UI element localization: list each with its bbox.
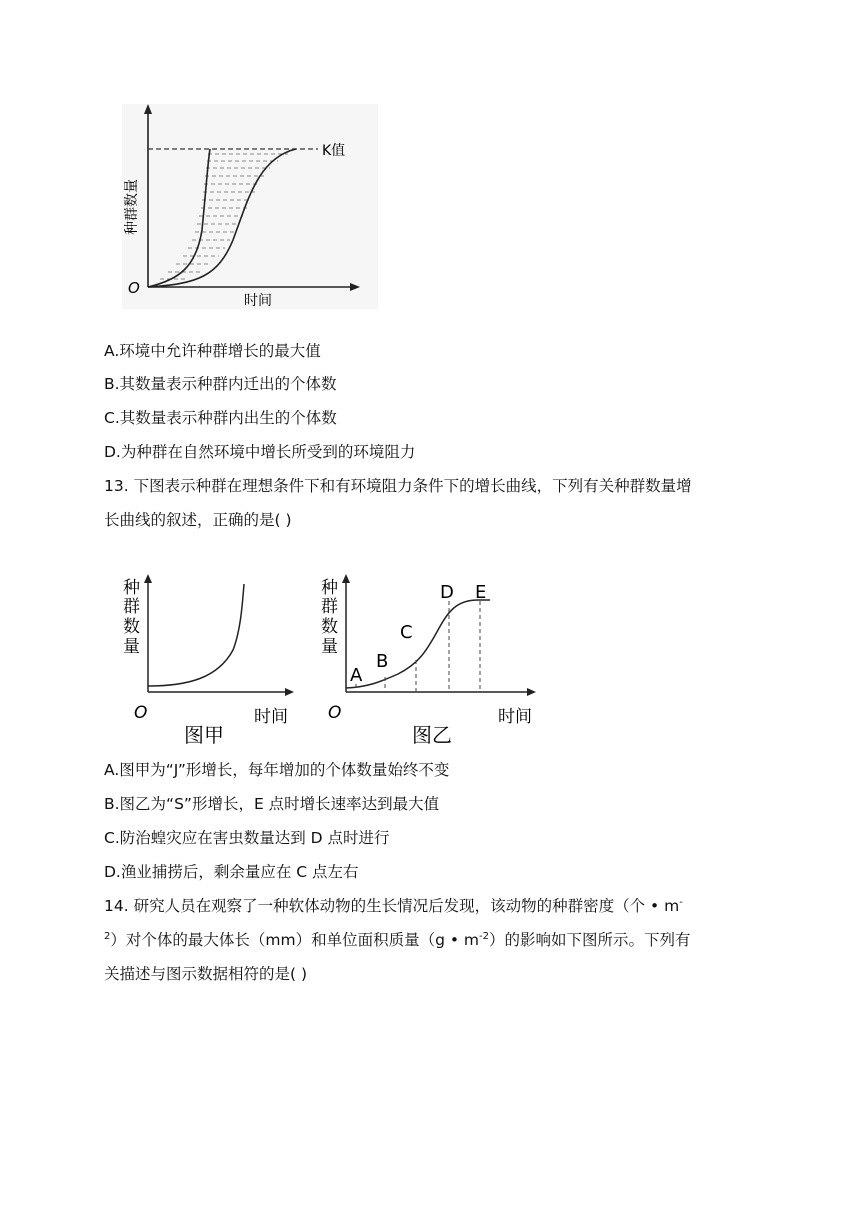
q13-stem-line1: 13. 下图表示种群在理想条件下和有环境阻力条件下的增长曲线，下列有关种群数量增 [104, 477, 692, 495]
q14-line1-text: 14. 研究人员在观察了一种软体动物的生长情况后发现，该动物的种群密度（个 • m [104, 897, 680, 915]
x-axis-label: 时间 [244, 293, 272, 309]
point-b-label: B [376, 651, 389, 672]
j-curve [148, 584, 244, 686]
caption-jia: 图甲 [184, 723, 224, 747]
y-label-char: 群 [123, 597, 140, 617]
y-axis-label: 种群数量 [124, 179, 140, 235]
q13-option-b: B.图乙为“S”形增长，E 点时增长速率达到最大值 [104, 795, 440, 813]
q14-line1-sup: - [679, 896, 683, 908]
q12-option-a: A.环境中允许种群增长的最大值 [104, 342, 321, 360]
y-label-char: 量 [321, 637, 338, 657]
y-label-char: 种 [321, 578, 338, 598]
q12-option-c: C.其数量表示种群内出生的个体数 [104, 409, 337, 427]
origin-label: O [134, 703, 148, 723]
chart-jia [123, 574, 294, 747]
origin-label: O [328, 703, 342, 723]
q14-stem-line3: 关描述与图示数据相符的是( ) [104, 965, 308, 983]
origin-label: O [128, 279, 140, 297]
q14-line2-sup: 2 [104, 930, 111, 942]
y-label-char: 群 [321, 597, 338, 617]
y-label-char: 种 [123, 578, 140, 598]
figure-jia-yi [118, 570, 548, 750]
q14-line2-end: ）的影响如下图所示。下列有 [489, 931, 691, 949]
k-value-label: K值 [322, 143, 346, 159]
point-c-label: C [400, 622, 413, 643]
caption-yi: 图乙 [412, 723, 452, 747]
point-a-label: A [350, 665, 363, 686]
y-label-char: 量 [123, 637, 140, 657]
q14-line2-sup2: -2 [479, 930, 489, 942]
point-e-label: E [475, 582, 487, 603]
y-label-char: 数 [123, 617, 140, 637]
q13-option-d: D.渔业捕捞后，剩余量应在 C 点左右 [104, 863, 359, 881]
x-axis-label: 时间 [498, 707, 532, 727]
q13-stem-line2: 长曲线的叙述，正确的是( ) [104, 511, 292, 529]
point-d-label: D [440, 582, 454, 603]
q14-stem-line1 [104, 896, 683, 916]
q13-option-a: A.图甲为“J”形增长，每年增加的个体数量始终不变 [104, 761, 450, 779]
q12-option-b: B.其数量表示种群内迁出的个体数 [104, 375, 337, 393]
chart-yi [321, 574, 536, 747]
y-label-char: 数 [321, 617, 338, 637]
x-axis-label: 时间 [254, 707, 288, 727]
q12-option-d: D.为种群在自然环境中增长所受到的环境阻力 [104, 443, 416, 461]
s-curve [346, 600, 490, 688]
q13-option-c: C.防治蝗灾应在害虫数量达到 D 点时进行 [104, 829, 390, 847]
q14-line2-text: ）对个体的最大体长（mm）和单位面积质量（g • m [110, 931, 480, 949]
q14-stem-line2 [104, 930, 691, 950]
figure-k-value-curves [118, 100, 388, 315]
